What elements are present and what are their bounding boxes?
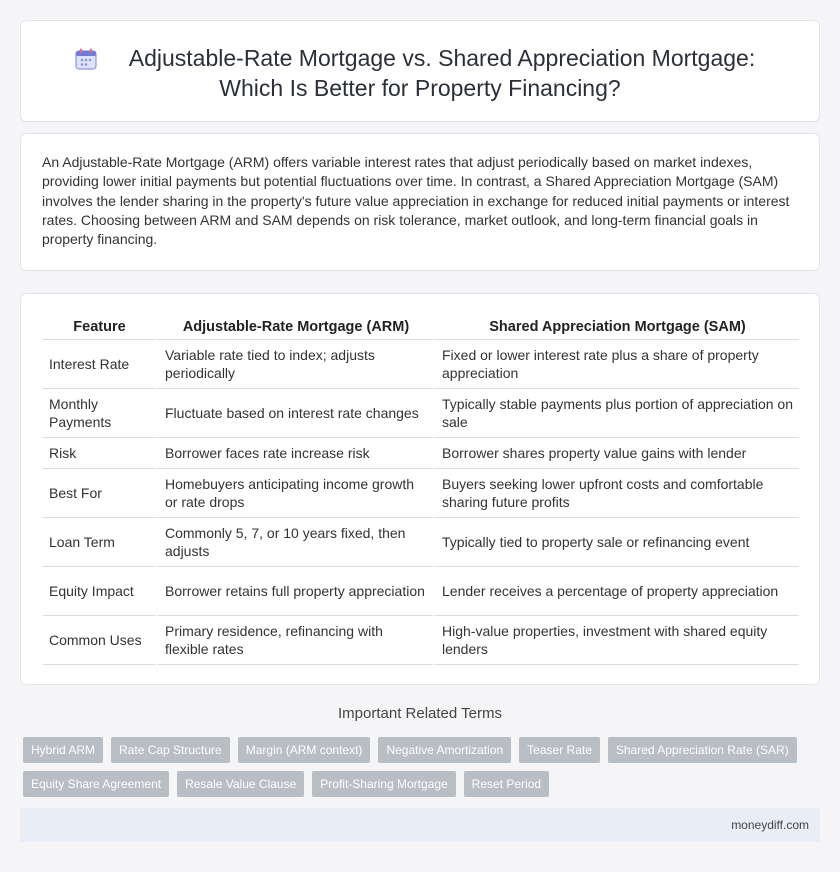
related-terms-heading: Important Related Terms bbox=[338, 705, 502, 722]
table-row bbox=[43, 616, 799, 665]
footer-site[interactable]: moneydiff.com bbox=[731, 818, 809, 832]
footer bbox=[20, 808, 820, 842]
page-title-line2: Which Is Better for Property Financing? bbox=[219, 75, 621, 101]
row-feature: Monthly Payments bbox=[43, 389, 156, 438]
header-arm: Adjustable-Rate Mortgage (ARM) bbox=[156, 315, 433, 340]
row-feature: Best For bbox=[43, 469, 156, 518]
row-sam: Typically stable payments plus portion of appreciation on sale bbox=[433, 389, 799, 438]
header-sam: Shared Appreciation Mortgage (SAM) bbox=[433, 315, 799, 340]
comparison-table bbox=[43, 315, 799, 665]
row-arm: Homebuyers anticipating income growth or rate drops bbox=[156, 469, 433, 518]
row-feature: Common Uses bbox=[43, 616, 156, 665]
row-sam: Lender receives a percentage of property appreciation bbox=[433, 567, 799, 616]
related-term-tag[interactable]: Hybrid ARM bbox=[23, 737, 103, 763]
page-title bbox=[21, 43, 819, 103]
related-term-tag[interactable]: Rate Cap Structure bbox=[111, 737, 230, 763]
intro-card bbox=[20, 133, 820, 271]
row-arm: Primary residence, refinancing with flexible rates bbox=[156, 616, 433, 665]
related-term-tag[interactable]: Negative Amortization bbox=[378, 737, 511, 763]
table-row bbox=[43, 340, 799, 389]
title-card bbox=[20, 20, 820, 122]
related-term-tag[interactable]: Teaser Rate bbox=[519, 737, 600, 763]
table-row bbox=[43, 438, 799, 469]
row-sam: Buyers seeking lower upfront costs and comfortable sharing future profits bbox=[433, 469, 799, 518]
table-row bbox=[43, 389, 799, 438]
header-feature: Feature bbox=[43, 315, 156, 340]
related-term-tag[interactable]: Profit-Sharing Mortgage bbox=[312, 771, 455, 797]
table-header-row bbox=[43, 315, 799, 340]
page-title-line1: Adjustable-Rate Mortgage vs. Shared Appreciation Mortgage: bbox=[128, 45, 756, 71]
related-term-tag[interactable]: Shared Appreciation Rate (SAR) bbox=[608, 737, 797, 763]
row-sam: Fixed or lower interest rate plus a share of property appreciation bbox=[433, 340, 799, 389]
row-arm: Borrower retains full property appreciation bbox=[156, 567, 433, 616]
table-row bbox=[43, 567, 799, 616]
intro-text: An Adjustable-Rate Mortgage (ARM) offers variable interest rates that adjust periodically based on market indexes, providing lower initial payments but potential fluctuations over time. In contrast, a Shared Appreciation Mortgage (SAM) involves the lender sharing in the property's future value appreciation in exchange for reduced initial payments or interest rates. Choosing between ARM and SAM depends on risk tolerance, market outlook, and long-term financial goals in property financing. bbox=[42, 154, 790, 248]
related-term-tag[interactable]: Resale Value Clause bbox=[177, 771, 304, 797]
related-term-tag[interactable]: Reset Period bbox=[464, 771, 549, 797]
comparison-card bbox=[20, 293, 820, 685]
row-arm: Borrower faces rate increase risk bbox=[156, 438, 433, 469]
row-feature: Equity Impact bbox=[43, 567, 156, 616]
row-sam: High-value properties, investment with shared equity lenders bbox=[433, 616, 799, 665]
related-term-tag[interactable]: Margin (ARM context) bbox=[238, 737, 371, 763]
table-row bbox=[43, 469, 799, 518]
row-feature: Interest Rate bbox=[43, 340, 156, 389]
row-arm: Commonly 5, 7, or 10 years fixed, then adjusts bbox=[156, 518, 433, 567]
related-terms-list bbox=[23, 737, 813, 797]
row-arm: Fluctuate based on interest rate changes bbox=[156, 389, 433, 438]
table-row bbox=[43, 518, 799, 567]
row-sam: Typically tied to property sale or refinancing event bbox=[433, 518, 799, 567]
row-arm: Variable rate tied to index; adjusts periodically bbox=[156, 340, 433, 389]
related-term-tag[interactable]: Equity Share Agreement bbox=[23, 771, 169, 797]
row-feature: Risk bbox=[43, 438, 156, 469]
row-feature: Loan Term bbox=[43, 518, 156, 567]
row-sam: Borrower shares property value gains with lender bbox=[433, 438, 799, 469]
